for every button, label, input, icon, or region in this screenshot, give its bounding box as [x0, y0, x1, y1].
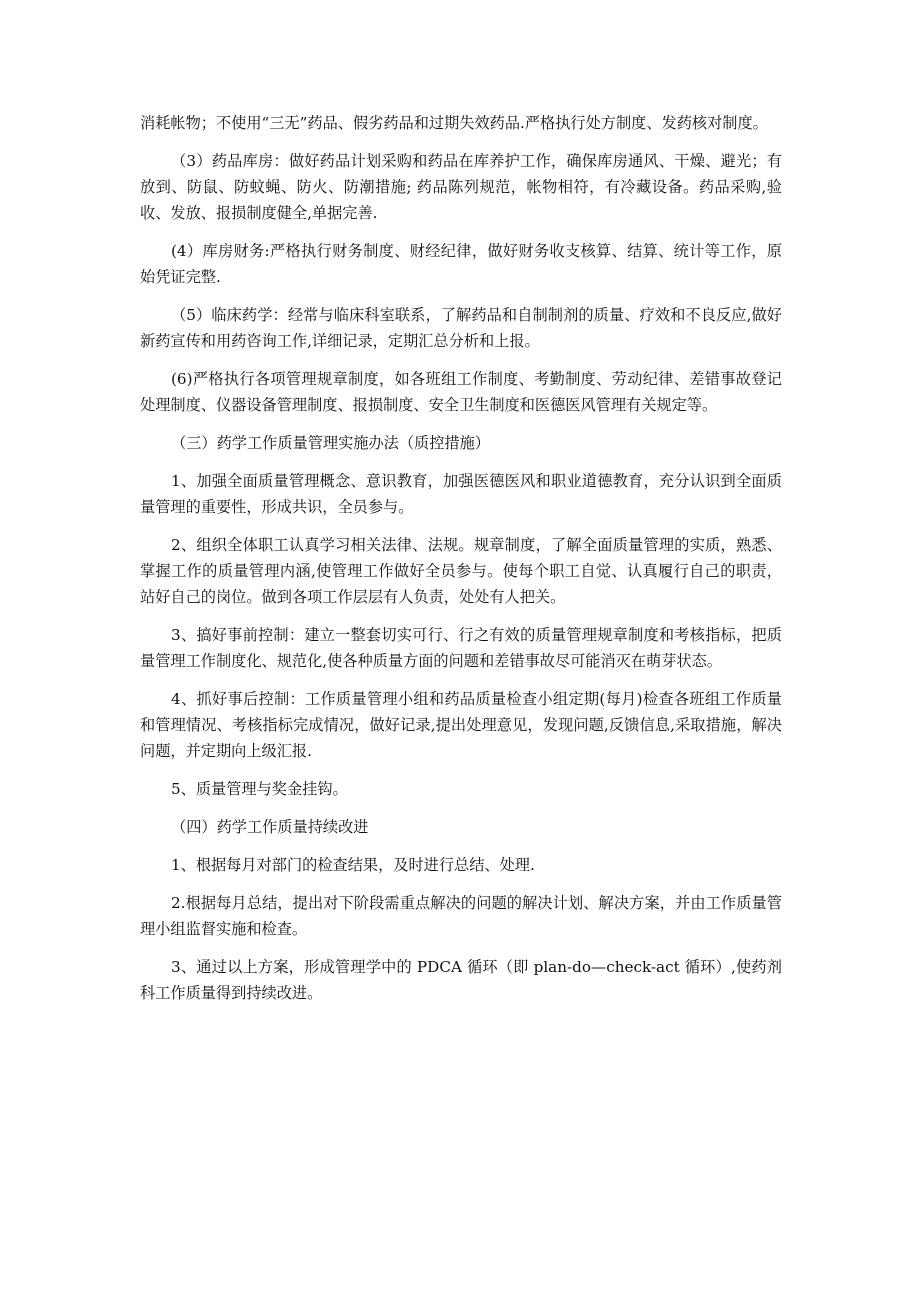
- paragraph-continuation: 消耗帐物；不使用“三无”药品、假劣药品和过期失效药品.严格执行处方制度、发药核对制度。: [140, 114, 768, 132]
- paragraph-measure-1: 1、加强全面质量管理概念、意识教育，加强医德医风和职业道德教育，充分认识到全面质量管理的重要性，形成共识，全员参与。: [140, 472, 782, 516]
- paragraph-measure-4: 4、抓好事后控制：工作质量管理小组和药品质量检查小组定期(每月)检查各班组工作质量和管理情况、考核指标完成情况，做好记录,提出处理意见，发现问题,反馈信息,采取措施，解决问题，并定期向上级汇报.: [140, 690, 782, 760]
- paragraph-measure-2: 2、组织全体职工认真学习相关法律、法规。规章制度，了解全面质量管理的实质，熟悉、掌握工作的质量管理内涵,使管理工作做好全员参与。使每个职工自觉、认真履行自己的职责，站好自己的岗位。做到各项工作层层有人负责，处处有人把关。: [140, 536, 782, 606]
- paragraph-warehouse-finance: (4）库房财务:严格执行财务制度、财经纪律，做好财务收支核算、结算、统计等工作，原始凭证完整.: [140, 242, 782, 286]
- paragraph-improvement-2: 2.根据每月总结，提出对下阶段需重点解决的问题的解决计划、解决方案，并由工作质量管理小组监督实施和检查。: [140, 894, 782, 938]
- paragraph-improvement-3: 3、通过以上方案，形成管理学中的 PDCA 循环（即 plan-do—check-act 循环）,使药剂科工作质量得到持续改进。: [140, 958, 782, 1002]
- paragraph-improvement-1: 1、根据每月对部门的检查结果，及时进行总结、处理.: [171, 856, 535, 874]
- paragraph-measure-5: 5、质量管理与奖金挂钩。: [171, 780, 348, 798]
- paragraph-clinical-pharmacy: （5）临床药学：经常与临床科室联系，了解药品和自制制剂的质量、疗效和不良反应,做好新药宣传和用药咨询工作,详细记录，定期汇总分析和上报。: [140, 306, 782, 350]
- paragraph-drug-warehouse: （3）药品库房：做好药品计划采购和药品在库养护工作，确保库房通风、干燥、避光；有放到、防鼠、防蚊蝇、防火、防潮措施; 药品陈列规范，帐物相符，有冷藏设备。药品采购,验收、发放、报损制度健全,单据完善.: [140, 152, 782, 222]
- document-body: [140, 110, 782, 1018]
- section-heading-continuous-improvement: （四）药学工作质量持续改进: [171, 818, 369, 836]
- section-heading-quality-measures: （三）药学工作质量管理实施办法（质控措施）: [171, 434, 490, 452]
- paragraph-management-rules: (6)严格执行各项管理规章制度，如各班组工作制度、考勤制度、劳动纪律、差错事故登记处理制度、仪器设备管理制度、报损制度、安全卫生制度和医德医风管理有关规定等。: [140, 370, 782, 414]
- paragraph-measure-3: 3、搞好事前控制：建立一整套切实可行、行之有效的质量管理规章制度和考核指标，把质量管理工作制度化、规范化,使各种质量方面的问题和差错事故尽可能消灭在萌芽状态。: [140, 626, 782, 670]
